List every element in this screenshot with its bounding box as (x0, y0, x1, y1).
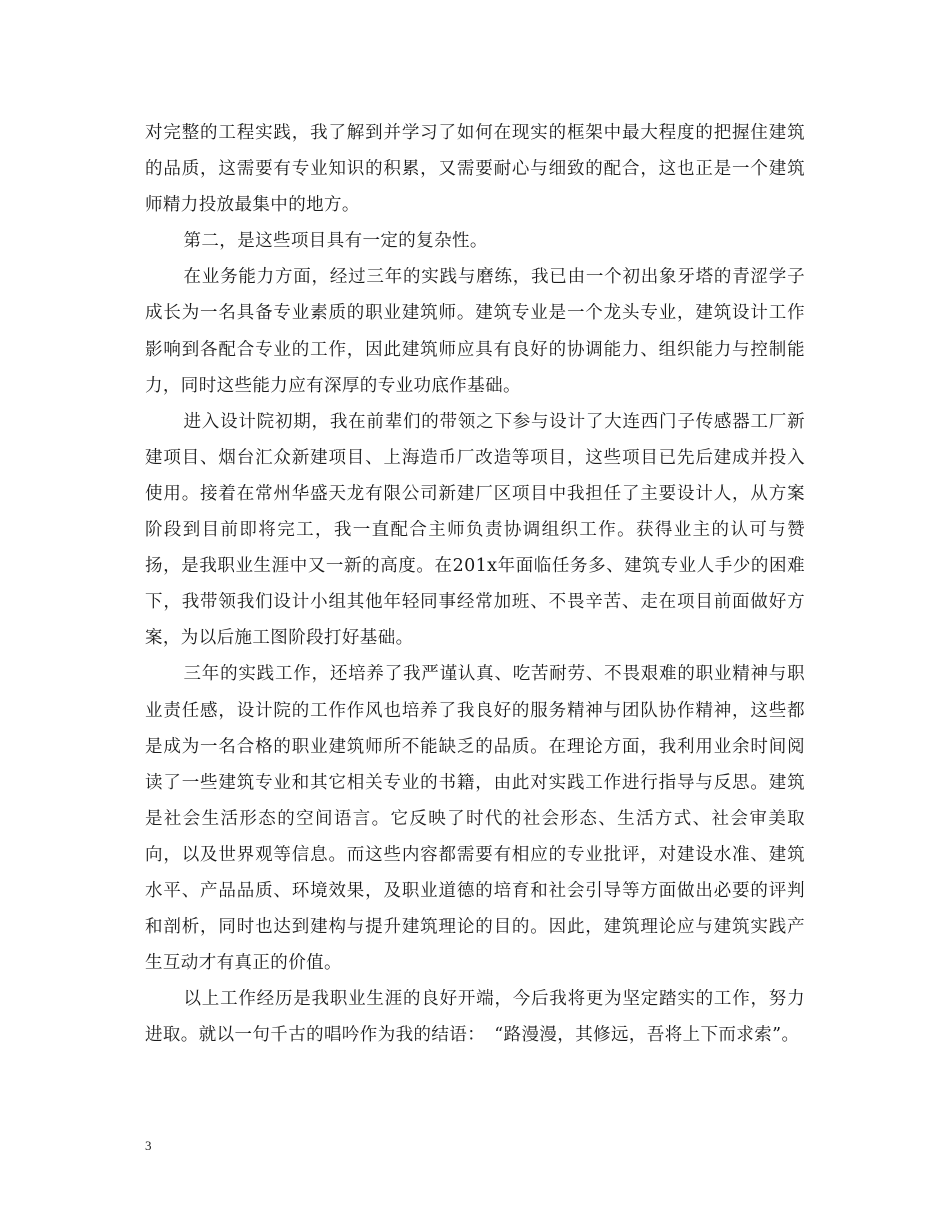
paragraph-second-point: 第二，是这些项目具有一定的复杂性。 (183, 231, 488, 252)
page-number: 3 (145, 1138, 152, 1153)
document-body (145, 115, 805, 1053)
paragraph-business-ability: 在业务能力方面，经过三年的实践与磨练，我已由一个初出象牙塔的青涩学子成长为一名具备专业素质的职业建筑师。建筑专业是一个龙头专业，建筑设计工作影响到各配合专业的工作，因此建筑师应具有良好的协调能力、组织能力与控制能力，同时这些能力应有深厚的专业功底作基础。 (145, 267, 805, 396)
paragraph-conclusion: 以上工作经历是我职业生涯的良好开端，今后我将更为坚定踏实的工作，努力进取。就以一句千古的唱吟作为我的结语： “路漫漫，其修远，吾将上下而求索”。 (145, 989, 805, 1046)
paragraph-practice-and-theory: 三年的实践工作，还培养了我严谨认真、吃苦耐劳、不畏艰难的职业精神与职业责任感，设计院的工作作风也培养了我良好的服务精神与团队协作精神，这些都是成为一名合格的职业建筑师所不能缺乏的品质。在理论方面，我利用业余时间阅读了一些建筑专业和其它相关专业的书籍，由此对实践工作进行指导与反思。建筑是社会生活形态的空间语言。它反映了时代的社会形态、生活方式、社会审美取向，以及世界观等信息。而这些内容都需要有相应的专业批评，对建设水准、建筑水平、产品品质、环境效果，及职业道德的培育和社会引导等方面做出必要的评判和剖析，同时也达到建构与提升建筑理论的目的。因此，建筑理论应与建筑实践产生互动才有真正的价值。 (145, 664, 805, 974)
paragraph-continuation: 对完整的工程实践，我了解到并学习了如何在现实的框架中最大程度的把握住建筑的品质，这需要有专业知识的积累，又需要耐心与细致的配合，这也正是一个建筑师精力投放最集中的地方。 (145, 123, 805, 216)
paragraph-projects: 进入设计院初期，我在前辈们的带领之下参与设计了大连西门子传感器工厂新建项目、烟台汇众新建项目、上海造币厂改造等项目，这些项目已先后建成并投入使用。接着在常州华盛天龙有限公司新建厂区项目中我担任了主要设计人，从方案阶段到目前即将完工，我一直配合主师负责协调组织工作。获得业主的认可与赞扬，是我职业生涯中又一新的高度。在201x年面临任务多、建筑专业人手少的困难下，我带领我们设计小组其他年轻同事经常加班、不畏辛苦、走在项目前面做好方案，为以后施工图阶段打好基础。 (145, 411, 805, 649)
